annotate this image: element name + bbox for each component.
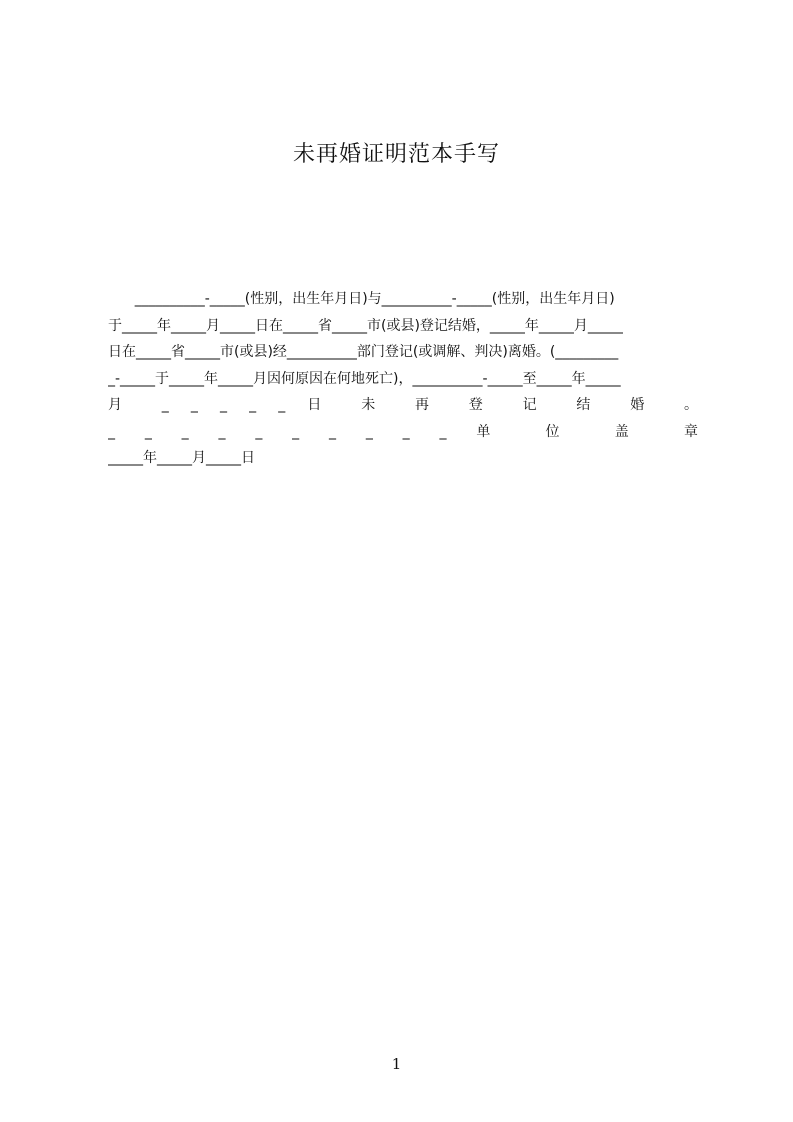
body-line-4: _-_____于_____年_____月因何原因在何地死亡)，__________-_____至_____年_____ xyxy=(108,370,621,387)
document-title: 未再婚证明范本手写 xyxy=(292,142,500,167)
body-line-6: _ _ _ _ _ _ _ _ _ _ 单 位 盖 章 xyxy=(108,423,698,440)
body-line-1: __________-_____(性别，出生年月日)与__________-_____(性别，出生年月日) xyxy=(108,291,615,307)
certificate-body xyxy=(108,286,698,472)
body-line-7: _____年_____月_____日 xyxy=(108,450,255,466)
body-line-3: 日在_____省_____市(或县)经__________部门登记(或调解、判决)离婚。(_________ xyxy=(108,344,619,360)
body-line-2: 于_____年_____月_____日在_____省_____市(或县)登记结婚，_____年_____月_____ xyxy=(108,317,623,334)
page-number: 1 xyxy=(391,1055,402,1073)
body-line-5: 月 _ _ _ _ _ 日 未 再 登 记 结 婚 。 xyxy=(108,397,698,413)
